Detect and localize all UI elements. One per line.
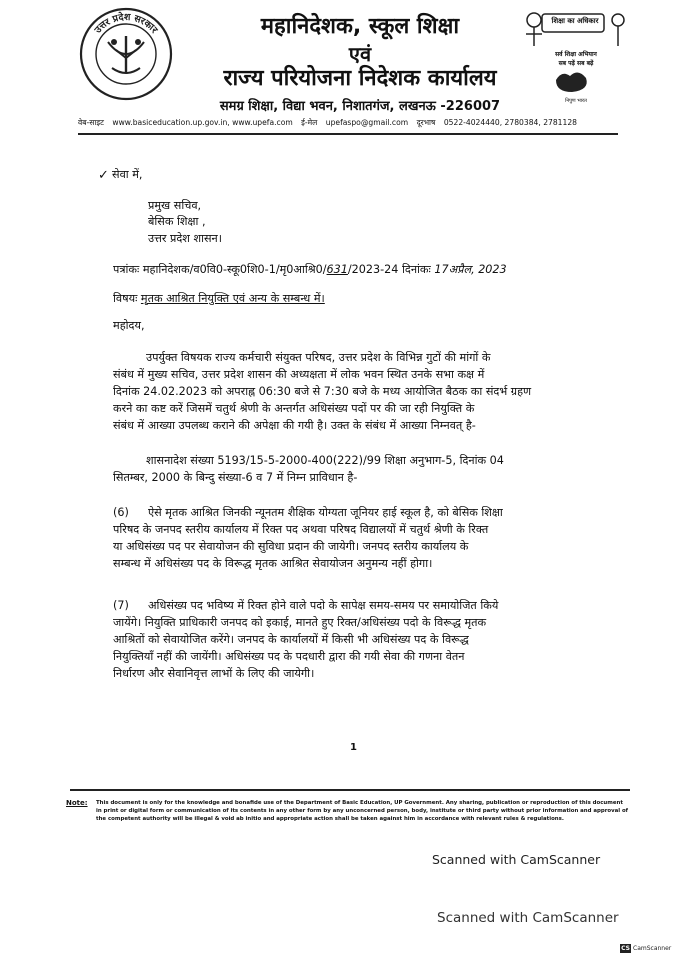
check-mark-icon: ✓ (98, 168, 109, 183)
point7-line: जायेंगे। नियुक्ति प्राधिकारी जनपद को इकाई, मानते हुए रिक्त/अधिसंख्य पदो के विरूद्ध मृतक (113, 616, 487, 629)
note-label: Note: (66, 799, 88, 807)
para1-line: उपर्युक्त विषयक राज्य कर्मचारी संयुक्त परिषद, उत्तर प्रदेश के विभिन्न गुटों की मांगों के (146, 351, 491, 364)
to-label: सेवा में, (112, 168, 143, 181)
rte-emblem-line4: निपुण भारत (565, 98, 587, 104)
email-address: upefaspo@gmail.com (325, 118, 409, 127)
reference-number: 631 (326, 263, 348, 276)
point6-line: परिषद के जनपद स्तरीय कार्यालय में रिक्त पद अथवा परिषद विद्यालयों में चतुर्थ श्रेणी के रिक्त (113, 523, 489, 536)
scanned-watermark-1: Scanned with CamScanner (432, 852, 601, 867)
point7-label: (7) (113, 599, 129, 612)
reference-suffix: /2023-24 दिनांकः (347, 263, 431, 276)
rte-emblem-line3: सब पढ़ें सब बढ़ें (558, 60, 594, 67)
reference-line (113, 262, 507, 278)
point7-line: नियुक्तियाँ नहीं की जायेंगी। अधिसंख्य पद के पदधारी द्वारा की गयी सेवा की गणना वेतन (113, 650, 465, 663)
phone-label: दूरभाष (416, 118, 436, 127)
para2-line: सितम्बर, 2000 के बिन्दु संख्या-6 व 7 में निम्न प्राविधान है- (113, 471, 358, 484)
point6-line: ऐसे मृतक आश्रित जिनकी न्यूनतम शैक्षिक योग्यता जूनियर हाई स्कूल है, को बेसिक शिक्षा (148, 506, 503, 519)
office-title-line3: राज्य परियोजना निदेशक कार्यालय (223, 66, 497, 91)
para1-line: संबंध में मुख्य सचिव, उत्तर प्रदेश शासन की अध्यक्षता में लोक भवन स्थित उनके सभा कक्ष में (113, 368, 485, 381)
right-emblem (520, 6, 632, 116)
para1-line: करने का कष्ट करें जिसमें चतुर्थ श्रेणी के अन्तर्गत अधिसंख्य पदों पर की जा रही नियुक्ति के (113, 402, 475, 415)
office-title-line2: एवं (348, 42, 372, 66)
salutation: महोदय, (113, 319, 145, 332)
subject-text: मृतक आश्रित नियुक्ति एवं अन्य के सम्बन्ध में। (140, 292, 325, 305)
contact-row (78, 118, 618, 128)
recipient-line: उत्तर प्रदेश शासन। (148, 232, 222, 245)
camscanner-logo-icon: CS (621, 945, 630, 952)
para1-line: संबंध में आख्या उपलब्ध कराने की अपेक्षा की गयी है। उक्त के संबंध में आख्या निम्नवत् है- (113, 419, 476, 432)
camscanner-badge-text: CamScanner (633, 945, 672, 952)
letterhead-divider (78, 133, 618, 135)
website-label: वेब-साइट (78, 118, 104, 127)
recipient-line: बेसिक शिक्षा , (148, 215, 206, 228)
subject-label: विषयः (113, 292, 138, 305)
office-title-line1: महानिदेशक, स्कूल शिक्षा (260, 14, 460, 39)
page-number: 1 (350, 742, 357, 753)
point6-label: (6) (113, 506, 129, 519)
seal-text: उत्तर प्रदेश सरकार (92, 11, 160, 36)
phone-numbers: 0522-4024440, 2780384, 2781128 (443, 118, 578, 127)
point7-line: निर्धारण और सेवानिवृत्त लाभों के लिए की जायेगी। (113, 667, 315, 680)
point6-line: सम्बन्ध में अधिसंख्य पद के विरूद्ध मृतक आश्रित सेवायोजन अनुमन्य नहीं होगा। (113, 557, 433, 570)
reference-prefix: पत्रांकः महानिदेशक/व0वि0-स्कू0शि0-1/मृ0आश्रि0/ (113, 263, 327, 276)
website-urls: www.basiceducation.up.gov.in, www.upefa.com (112, 118, 293, 127)
para2-line: शासनादेश संख्या 5193/15-5-2000-400(222)/99 शिक्षा अनुभाग-5, दिनांक 04 (146, 454, 504, 467)
point7-line: आश्रितों को सेवायोजित करेंगे। जनपद के कार्यालयों में किसी भी अधिसंख्य पद के विरूद्ध (113, 633, 469, 646)
point7-line: अधिसंख्य पद भविष्य में रिक्त होने वाले पदो के सापेक्ष समय-समय पर समायोजित किये (148, 599, 499, 612)
recipient-line: प्रमुख सचिव, (148, 199, 202, 212)
footer-divider (70, 789, 630, 791)
email-label: ई-मेल (301, 118, 318, 127)
subject-line (113, 291, 325, 307)
point6-line: या अधिसंख्य पद पर सेवायोजन की सुविधा प्रदान की जायेगी। जनपद स्तरीय कार्यालय के (113, 540, 469, 553)
office-address: समग्र शिक्षा, विद्या भवन, निशातगंज, लखनऊ -226007 (219, 99, 501, 114)
rte-emblem-line2: सर्व शिक्षा अभियान (555, 51, 597, 58)
rte-emblem-line1: शिक्षा का अधिकार (551, 17, 599, 25)
camscanner-badge (620, 944, 671, 953)
scanned-watermark-2: Scanned with CamScanner (437, 910, 619, 926)
reference-date: 17अप्रैल, 2023 (434, 263, 507, 276)
para1-line: दिनांक 24.02.2023 को अपराह्न 06:30 बजे से 7:30 बजे के मध्य आयोजित बैठक का संदर्भ ग्रहण (113, 385, 532, 398)
note-text: This document is only for the knowledge and bonafide use of the Department of Basic Education, UP Government. Any sharing, publication or reproduction of this document in print or digital form or communication of its contents in any other form by any unconcerned person, body, institute or third party without prior information and approval of the competent authority will be illegal & void ab initio and appropriate action shall be taken against him in accordance with relevant rules & regulations. (96, 800, 629, 822)
